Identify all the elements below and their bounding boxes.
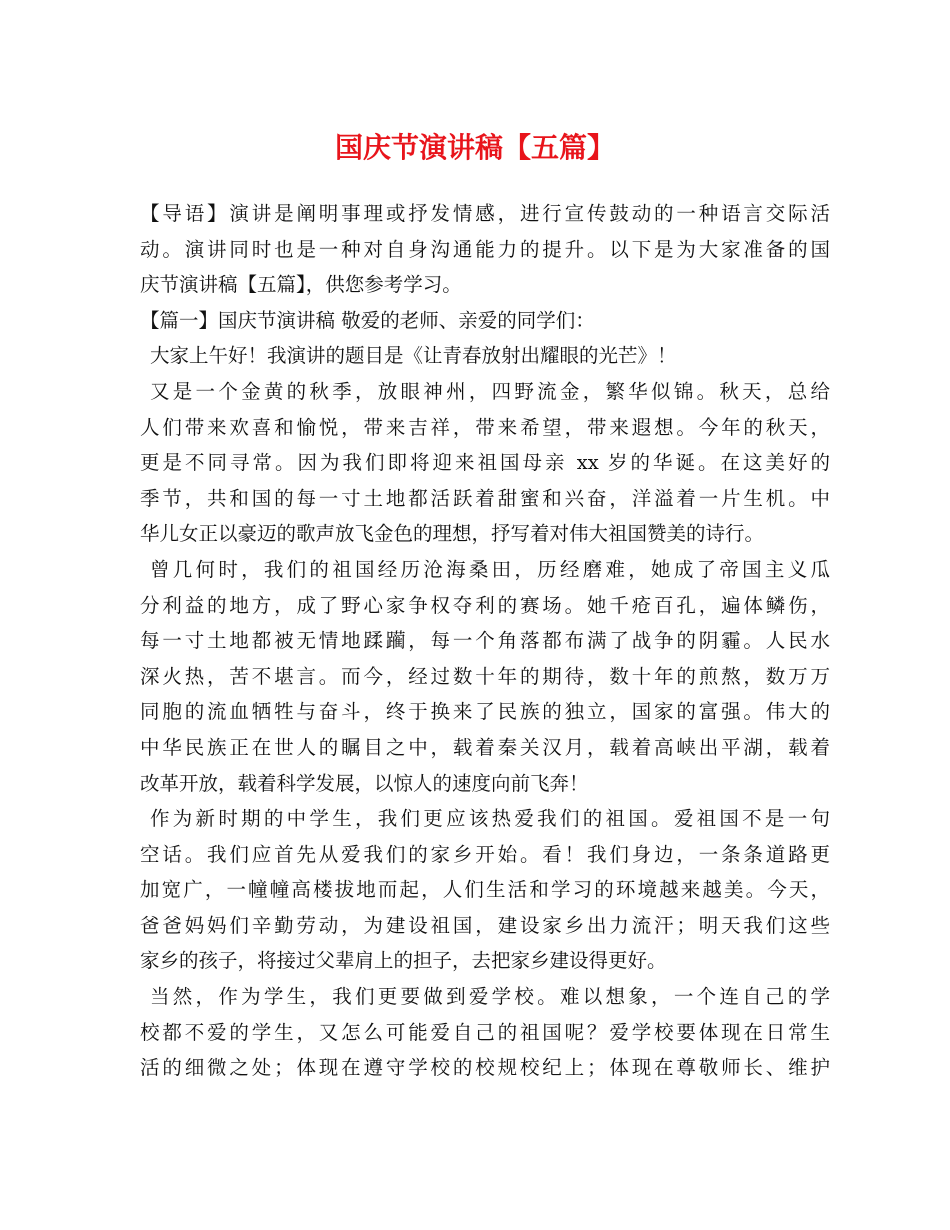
text-line: 改革开放，载着科学发展，以惊人的速度向前飞奔！ — [140, 771, 589, 795]
text-line: 季节，共和国的每一寸土地都活跃着甜蜜和兴奋，洋溢着一片生机。中 — [140, 486, 830, 510]
text-line: 更是不同寻常。因为我们即将迎来祖国母亲 xx 岁的华诞。在这美好的 — [140, 451, 830, 475]
text-line: 当然，作为学生，我们更要做到爱学校。难以想象，一个连自己的学 — [150, 985, 830, 1009]
text-line: 分利益的地方，成了野心家争权夺利的赛场。她千疮百孔，遍体鳞伤， — [140, 593, 830, 617]
text-line: 华儿女正以豪迈的歌声放飞金色的理想，抒写着对伟大祖国赞美的诗行。 — [140, 522, 765, 546]
text-line: 爸爸妈妈们辛勤劳动，为建设祖国，建设家乡出力流汗；明天我们这些 — [140, 913, 830, 937]
document-body — [140, 196, 830, 1086]
text-line: 中华民族正在世人的瞩目之中，载着秦关汉月，载着高峡出平湖，载着 — [140, 735, 830, 759]
text-line: 空话。我们应首先从爱我们的家乡开始。看！我们身边，一条条道路更 — [140, 842, 830, 866]
text-line: 深火热，苦不堪言。而今，经过数十年的期待，数十年的煎熬，数万万 — [140, 664, 830, 688]
text-line: 作为新时期的中学生，我们更应该热爱我们的祖国。爱祖国不是一句 — [150, 807, 830, 831]
text-line: 曾几何时，我们的祖国经历沧海桑田，历经磨难，她成了帝国主义瓜 — [150, 557, 830, 581]
text-line: 每一寸土地都被无情地蹂躏，每一个角落都布满了战争的阴霾。人民水 — [140, 629, 830, 653]
text-line: 同胞的流血牺牲与奋斗，终于换来了民族的独立，国家的富强。伟大的 — [140, 700, 830, 724]
text-line: 庆节演讲稿【五篇】，供您参考学习。 — [140, 273, 462, 297]
text-line: 大家上午好！我演讲的题目是《让青春放射出耀眼的光芒》！ — [150, 344, 677, 368]
text-line: 活的细微之处；体现在遵守学校的校规校纪上；体现在尊敬师长、维护 — [140, 1056, 830, 1080]
text-line: 加宽广，一幢幢高楼拔地而起，人们生活和学习的环境越来越美。今天， — [140, 878, 830, 902]
text-line: 家乡的孩子，将接过父辈肩上的担子，去把家乡建设得更好。 — [140, 949, 667, 973]
text-line: 动。演讲同时也是一种对自身沟通能力的提升。以下是为大家准备的国 — [140, 237, 830, 261]
document-title: 国庆节演讲稿【五篇】 — [334, 131, 615, 164]
text-line: 【导语】演讲是阐明事理或抒发情感，进行宣传鼓动的一种语言交际活 — [140, 202, 830, 225]
text-line: 【篇一】国庆节演讲稿 敬爱的老师、亲爱的同学们： — [140, 308, 595, 332]
text-line: 人们带来欢喜和愉悦，带来吉祥，带来希望，带来遐想。今年的秋天， — [140, 415, 830, 439]
text-line: 校都不爱的学生，又怎么可能爱自己的祖国呢？爱学校要体现在日常生 — [140, 1020, 830, 1044]
text-line: 又是一个金黄的秋季，放眼神州，四野流金，繁华似锦。秋天，总给 — [150, 379, 830, 403]
